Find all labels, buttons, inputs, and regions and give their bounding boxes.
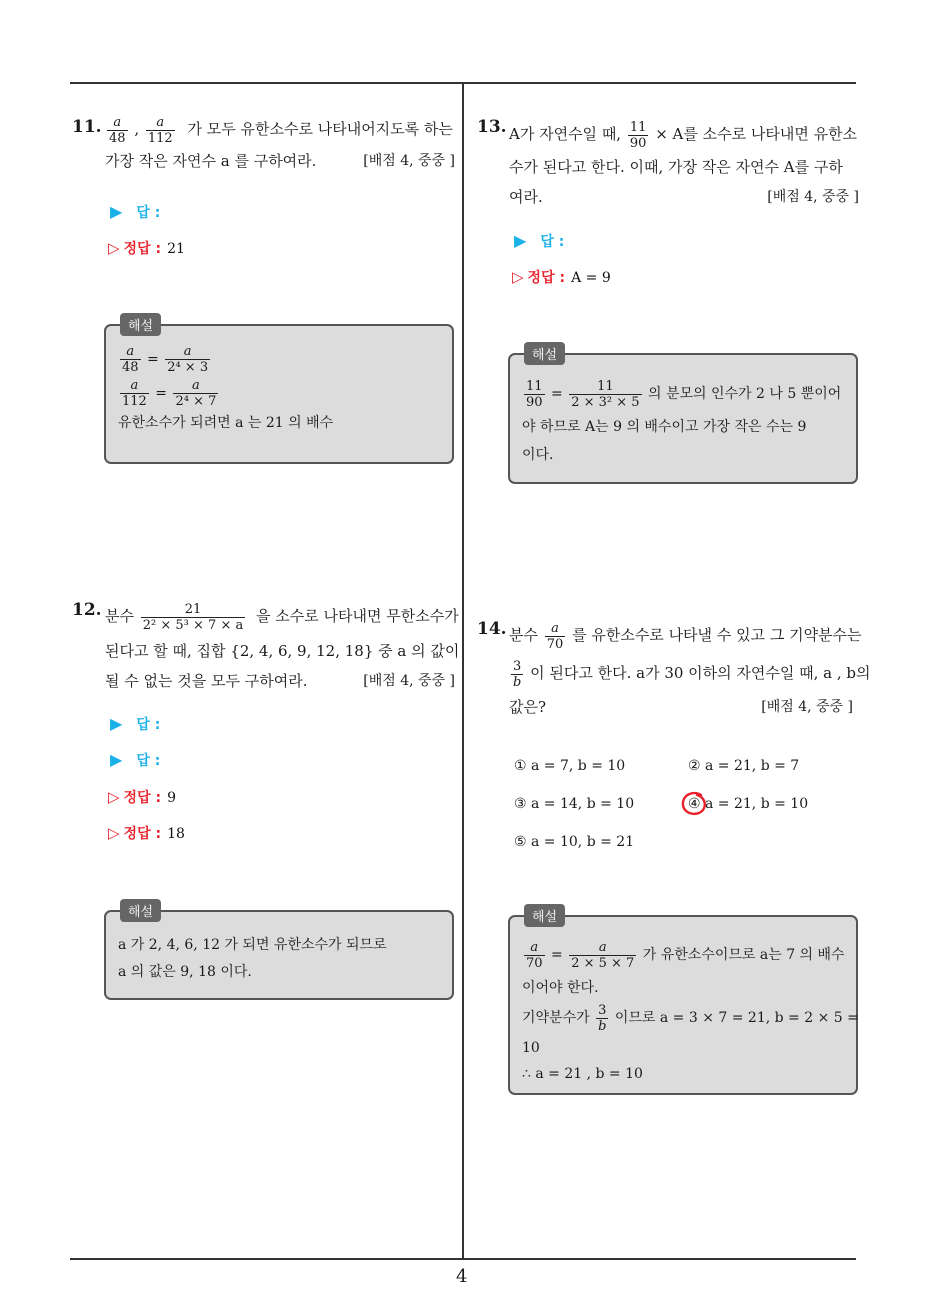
explanation-line: 이어야 한다. — [522, 980, 599, 996]
column-divider — [462, 82, 464, 1260]
question-12-explanation-box — [104, 905, 454, 1000]
choice-5[interactable]: ⑤ a = 10, b = 21 — [514, 834, 635, 850]
explanation-tag: 해설 — [524, 904, 565, 927]
answer-circle-mark-icon — [679, 789, 709, 819]
explanation-line: 야 하므로 A는 9 의 배수이고 가장 작은 수는 9 — [522, 419, 807, 435]
explanation-line: 이다. — [522, 447, 554, 463]
question-13-correct-row: ▷ 정답 : A = 9 — [512, 268, 611, 286]
question-13-explanation-box: 해설 $\frac{11}{90}$ = $\frac{11}{\text{2 × 3² × 5}}$ 의 분모의 인수가 2 나 5 뿐이어 야 하므로 A는 9 의 배수이고 가장 작은 수는 9 이다. — [508, 353, 858, 484]
play-triangle-icon: ▶ — [110, 714, 123, 733]
question-12-answer-row-1: ▶ 답 : — [110, 714, 161, 733]
outline-triangle-icon: ▷ — [108, 239, 120, 257]
page-number: 4 — [456, 1266, 468, 1287]
fraction-a-112: $\frac{a}{112}$ — [147, 114, 173, 146]
question-11-line2: 가장 작은 자연수 a 를 구하여라. — [105, 152, 317, 170]
question-13-number: 13. — [477, 117, 507, 137]
explanation-tag: 해설 — [120, 313, 161, 336]
question-11-number: 11. — [72, 117, 102, 137]
fraction-a-70: $\frac{a}{70}$ — [546, 620, 564, 652]
explanation-line: a 가 2, 4, 6, 12 가 되면 유한소수가 되므로 — [118, 937, 387, 953]
question-12-correct-row-2: ▷ 정답 : 18 — [108, 824, 185, 842]
choice-3[interactable]: ③ a = 14, b = 10 — [514, 796, 635, 812]
question-12-answer-row-2: ▶ 답 : — [110, 750, 161, 769]
question-12-score: [배점 4, 중중 ] — [363, 673, 455, 689]
question-13-text: A가 자연수일 때, $\frac{11}{90}$ × A를 소수로 나타내면 유한소 수가 된다고 한다. 이때, 가장 작은 자연수 A를 구하 여라. [배점 4, 중중 ] — [509, 116, 859, 212]
fraction-21-denominator: $\frac{21}{\text{2² × 5³ × 7 × a}}$ — [142, 601, 244, 633]
explanation-line: ∴ a = 21 , b = 10 — [522, 1066, 643, 1082]
fraction-a-48: $\frac{a}{48}$ — [109, 114, 126, 146]
question-14-text: 분수 $\frac{a}{70}$ 를 유한소수로 나타낼 수 있고 그 기약분수는 $\frac{3}{b}$ 이 된다고 한다. a가 30 이하의 자연수일 때, a , b의 값은? [배점 4, 중중 ] — [509, 616, 859, 722]
question-11-answer-row: ▶ 답 : — [110, 202, 161, 221]
question-12-correct-row-1: ▷ 정답 : 9 — [108, 788, 176, 806]
outline-triangle-icon: ▷ — [512, 268, 524, 286]
question-11-text: $\frac{a}{48}$ , $\frac{a}{112}$ 가 모두 유한소수로 나타내어지도록 하는 가장 작은 자연수 a 를 구하여라. [배점 4, 중중 ] — [105, 112, 455, 176]
question-12-number: 12. — [72, 600, 102, 620]
choice-4[interactable]: ④ a = 21, b = 10 — [688, 796, 809, 812]
explanation-line: 10 — [522, 1040, 540, 1056]
question-14-number: 14. — [477, 619, 507, 639]
question-13-answer-row: ▶ 답 : — [514, 231, 565, 250]
play-triangle-icon: ▶ — [514, 231, 527, 250]
choice-2[interactable]: ② a = 21, b = 7 — [688, 758, 800, 774]
play-triangle-icon: ▶ — [110, 202, 123, 221]
question-12-text: 분수 $\frac{21}{\text{2² × 5³ × 7 × a}}$ 을 소수로 나타내면 무한소수가 된다고 할 때, 집합 {2, 4, 6, 9, 12, 18} 중 a 의 값이 될 수 없는 것을 모두 구하여라. [배점 4, 중중 ] — [105, 596, 455, 696]
question-11-explanation-box: 해설 $\frac{a}{48}$ = $\frac{a}{\text{2⁴ × 3}}$ $\frac{a}{112}$ = $\frac{a}{\text{2⁴ × 7}}$ 유한소수가 되려면 a 는 21 의 배수 — [104, 324, 454, 464]
outline-triangle-icon: ▷ — [108, 788, 120, 806]
question-13-score: [배점 4, 중중 ] — [767, 189, 859, 205]
fraction-3-b: $\frac{3}{b}$ — [513, 658, 522, 690]
question-11-score: [배점 4, 중중 ] — [363, 153, 455, 169]
choice-1[interactable]: ① a = 7, b = 10 — [514, 758, 626, 774]
fraction-11-90: $\frac{11}{90}$ — [629, 119, 647, 151]
explanation-tag: 해설 — [120, 899, 161, 922]
play-triangle-icon: ▶ — [110, 750, 123, 769]
question-14-explanation-box: 해설 $\frac{a}{70}$ = $\frac{a}{2 \times 5 \times 7}$ 가 유한소수이므로 a는 7 의 배수 이어야 한다. 기약분수가 $\frac{3}{b}$ 이므로 a = 3 × 7 = 21, b = 2 × 5 = 10 ∴ a = 21 , b = 10 — [508, 915, 858, 1095]
explanation-line: 유한소수가 되려면 a 는 21 의 배수 — [118, 415, 334, 431]
bottom-rule — [70, 1258, 856, 1260]
explanation-line: a 의 값은 9, 18 이다. — [118, 964, 252, 980]
explanation-tag: 해설 — [524, 342, 565, 365]
outline-triangle-icon: ▷ — [108, 824, 120, 842]
question-14-score: [배점 4, 중중 ] — [761, 699, 853, 715]
question-11-correct-row: ▷ 정답 : 21 — [108, 239, 185, 257]
